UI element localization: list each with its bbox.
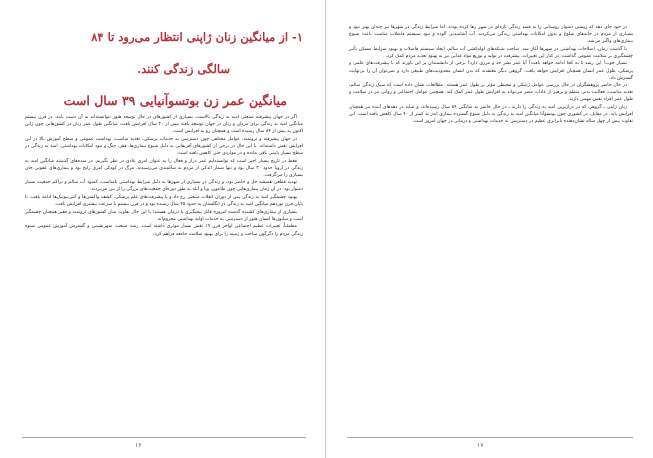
paragraph: اگر در جهان پیشرفته صنعتی امید به زندگی بالاست، بسیاری از کشورهای در حال توسعه هنوز نتوانسته‌اند به آن دست یابند. در قرن بیستم میانگین امید به زندگی برای مردان و زنان در جهان توسعه یافته بیش از ۲۰ سال افزایش یافت، میانگین طول عمر زنان در کشورهایی چون ژاپن اکنون به بیش از ۸۴ سال رسیده است و همچنان رو به افزایش است. <box>25 115 303 135</box>
page-number: ۱۷ <box>477 442 484 449</box>
section-subheading: میانگین عمر زن بوتسوآنیایی ۳۹ سال است <box>63 93 287 108</box>
paragraph: در خود جای دهد که زیستن دشوار روستایی را به قصد زندگی تازه‌ای در شهر رها کرده بودند. اما شرایط زندگی در شهرها نیز چندان بهتر نبود و بسیاری از مردم در خانه‌های شلوغ و بدون امکانات بهداشتی زندگی می‌کردند. آب آشامیدنی آلوده و نبود سیستم فاضلاب مناسب باعث شیوع بیماری‌های واگیر می‌شد. <box>349 25 633 45</box>
paragraph: بسیاری از بیماری‌های کشنده گذشته امروزه قابل پیشگیری یا درمان هستند؛ با این حال تفاوت میان کشورهای ثروتمند و فقیر همچنان چشمگیر است و میلیون‌ها انسان هنوز از دسترسی به خدمات اولیه بهداشتی محروم‌اند. <box>25 209 303 222</box>
chapter-heading-line2: سالگی زندگی کنند. <box>137 62 230 76</box>
left-page <box>0 0 326 458</box>
left-body-text <box>25 114 303 429</box>
right-page <box>327 0 653 458</box>
paragraph: بهبود چشمگیر امید به زندگی پس از دوران انقلاب صنعتی رخ داد و با پیشرفت‌های علم پزشکی، کشف واکسن‌ها و آنتی‌بیوتیک‌ها ادامه یافت. تا پایان قرن نوزدهم میانگین امید به زندگی در انگلستان به حدود ۴۵ سال رسیده بود و در قرن بیستم با سرعت بیشتری افزایش یافت. <box>25 195 303 208</box>
paragraph: مطمئناً، تغییرات عظیم اجتماعی اواخر قرن ۱۹ نقش بسیار موثری داشته است. رشد صنعت، شهرنشینی و گسترش آموزش عمومی شیوه زندگی مردم را دگرگون ساخت و زمینه را برای بهبود سلامت جامعه فراهم کرد. <box>25 224 303 237</box>
paragraph: در حال حاضر پژوهشگران در حال بررسی عوامل ژنتیکی و محیطی مؤثر بر طول عمر هستند. مطالعات نشان داده است که سبک زندگی سالم، تغذیه مناسب، فعالیت بدنی منظم و پرهیز از عادات مضر می‌تواند به افزایش طول عمر کمک کند. همچنین عوامل اجتماعی و روانی نیز در سلامت و طول عمر افراد نقش مهمی دارند. <box>349 83 633 103</box>
paragraph: در جهان پیشرفته و ثروتمند، عوامل مختلفی چون دسترسی به خدمات پزشکی، تغذیه مناسب، بهداشت عمومی و سطح آموزش بالا در این افزایش نقش داشته‌اند. با این حال در برخی از کشورهای آفریقایی به دلیل شیوع بیماری‌ها، فقر، جنگ و نبود امکانات بهداشتی، امید به زندگی در سطح بسیار پایینی باقی مانده و در مواردی حتی کاهش یافته است. <box>25 136 303 156</box>
paragraph: زنان ژاپنی ـ گروهی که در درازترین امید به زندگی را دارند ـ در حال حاضر به میانگین ۸۴ سال رسیده‌اند، و شاید در دهه‌های آینده نیز همچنان افزایش یابد. در مقابل، در کشوری چون بوتسوآنا میانگین امید به زندگی به دلیل شیوع گسترده بیماری ایدز به کمتر از ۴۰ سال کاهش یافته است. این تفاوت بیش از چهل ساله نشان‌دهنده نابرابری عظیم در دسترسی به خدمات بهداشتی و درمانی در جهان امروز است. <box>349 105 633 125</box>
paragraph: فقط در تاریخ بسیار اخیر است که توانسته‌ایم عمر دراز و فعال را به عنوان امری عادی در نظر بگیریم. در سده‌های گذشته میانگین امید به زندگی در اروپا حدود ۳۰ سال بود و تنها شمار اندکی از مردم به سالمندی می‌رسیدند. مرگ در کودکی امری رایج بود و بیماری‌های عفونی جان بسیاری را می‌گرفت. <box>25 158 303 178</box>
page-number: ۱۶ <box>135 442 142 449</box>
footer-rule <box>347 437 633 438</box>
paragraph: بسیار خوب! این رشد تا به کجا ادامه خواهد یافت؟ آیا عمر بشر حد و مرزی دارد؟ برخی از دانشمندان بر این باورند که با پیشرفت‌های علمی و پزشکی، طول عمر انسان همچنان افزایش خواهد یافت. گروهی دیگر معتقدند که بدن انسان محدودیت‌های طبیعی دارد و نمی‌توان آن را بی‌نهایت گسترش داد. <box>349 61 633 81</box>
chapter-heading-line1: ۱- از میانگین زنان ژاپنی انتظار می‌رود تا ۸۴ <box>91 30 303 44</box>
paragraph: تهدید قطعی همیشه حل و حاضر بود، و زندگی در بسیاری از شهرها به دلیل شرایط بهداشتی نامناسب، کمبود آب سالم و تراکم جمعیت بسیار دشوار بود. در آن زمان بیماری‌هایی چون طاعون، وبا و آبله به طور دوره‌ای جمعیت‌های بزرگی را از بین می‌بردند. <box>25 180 303 193</box>
right-body-text <box>349 24 633 429</box>
footer-rule <box>22 437 306 438</box>
paragraph: با گذشت زمان، اصلاحات بهداشتی در شهرها آغاز شد. ساخت شبکه‌های لوله‌کشی آب سالم، ایجاد سیستم فاضلاب و بهبود شرایط مسکن تأثیر چشمگیری بر سلامت عمومی گذاشت. در کنار این تغییرات، پیشرفت در تولید و توزیع مواد غذایی نیز به بهبود تغذیه مردم کمک کرد. <box>349 46 633 59</box>
